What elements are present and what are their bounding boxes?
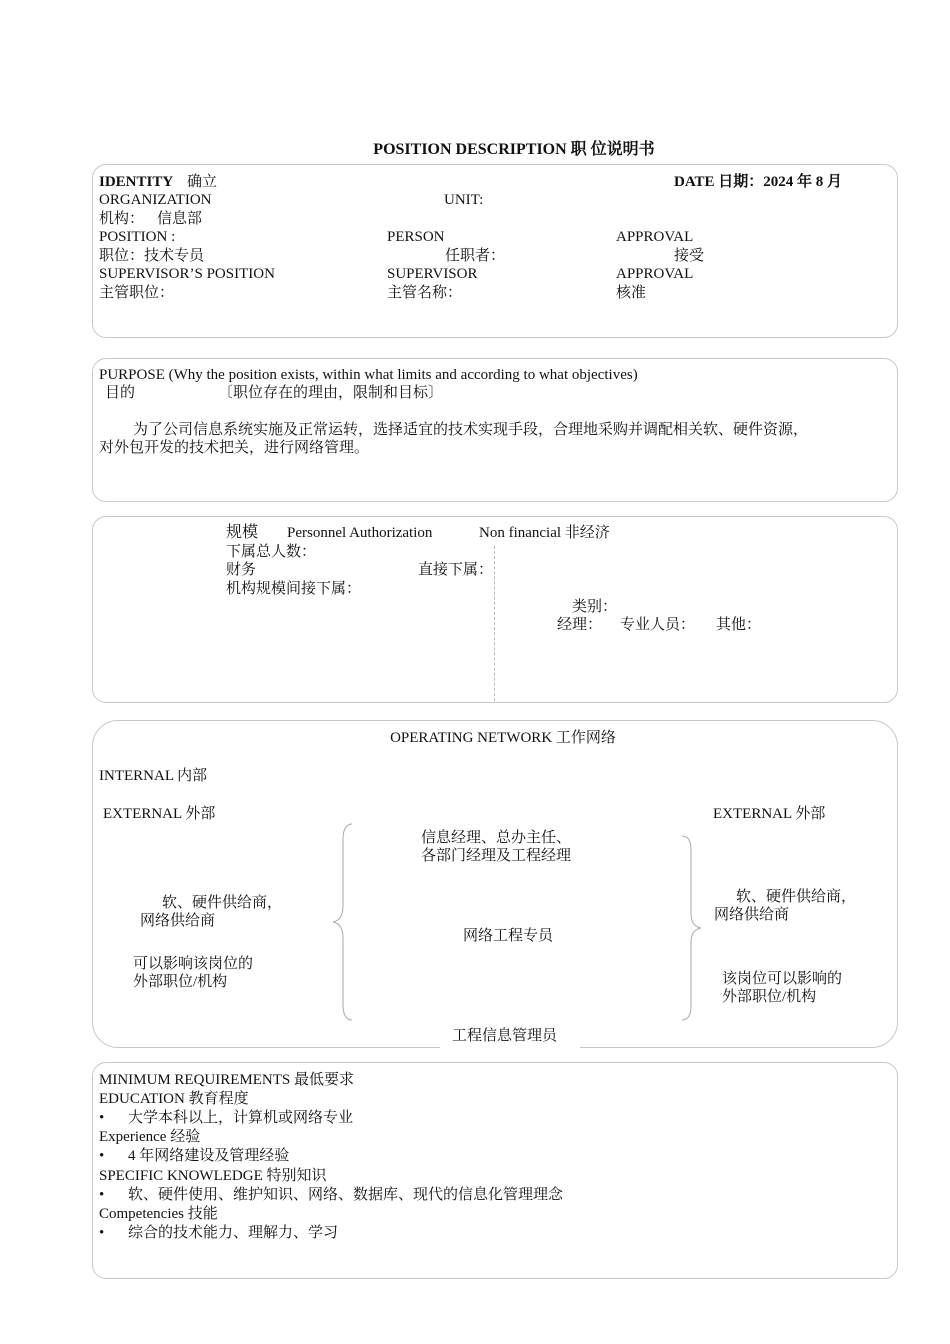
identity-cn-label: 确立	[187, 174, 218, 190]
personnel-authorization-label: Personnel Authorization	[287, 525, 433, 541]
experience-label: Experience 经验	[99, 1129, 201, 1145]
external-left-label: EXTERNAL 外部	[103, 806, 216, 822]
left-influence-line-1: 可以影响该岗位的	[133, 956, 254, 972]
left-brace-icon	[330, 822, 354, 1022]
network-heading: OPERATING NETWORK 工作网络	[390, 730, 616, 746]
bullet-icon: •	[99, 1148, 105, 1164]
identity-label: IDENTITY	[99, 174, 174, 190]
experience-item	[99, 1147, 289, 1165]
left-influence-line-2: 外部职位/机构	[133, 974, 228, 990]
right-influence-line-1: 该岗位可以影响的	[722, 971, 843, 987]
left-suppliers-line-1: 软、硬件供给商，	[162, 895, 283, 911]
position-label: POSITION :	[99, 229, 176, 245]
page-title: POSITION DESCRIPTION 职 位说明书	[373, 141, 655, 158]
education-item-text: 大学本科以上，计算机或网络专业	[128, 1110, 354, 1126]
right-influence-line-2: 外部职位/机构	[722, 989, 817, 1005]
competencies-item-text: 综合的技术能力、理解力、学习	[128, 1225, 339, 1241]
supervisor-position-cn-label: 主管职位：	[99, 285, 175, 301]
category-label: 类别：	[572, 599, 618, 615]
supervisor-name-cn-label: 主管名称：	[387, 285, 463, 301]
supervisor-approval-cn-label: 核准	[616, 285, 647, 301]
bullet-icon: •	[99, 1187, 105, 1203]
total-subordinates-label: 下属总人数：	[226, 544, 317, 560]
scale-divider	[494, 546, 495, 701]
competencies-item	[99, 1224, 338, 1242]
education-item	[99, 1109, 353, 1127]
internal-label: INTERNAL 内部	[99, 768, 208, 784]
purpose-cn-label: 目的	[105, 385, 136, 401]
manager-label: 经理：	[557, 617, 603, 633]
non-financial-label: Non financial 非经济	[479, 525, 610, 541]
position-value: 职位：技术专员	[99, 248, 205, 264]
network-center-role: 网络工程专员	[463, 928, 554, 944]
person-label: PERSON	[387, 229, 445, 245]
competencies-label: Competencies 技能	[99, 1206, 218, 1222]
organization-value: 信息部	[157, 211, 203, 227]
education-label: EDUCATION 教育程度	[99, 1091, 249, 1107]
right-suppliers-line-2: 网络供给商	[714, 907, 790, 923]
direct-subordinates-label: 直接下属：	[418, 562, 494, 578]
network-top-line-1: 信息经理、总办主任、	[421, 830, 572, 846]
supervisor-label: SUPERVISOR	[387, 266, 478, 282]
purpose-heading: PURPOSE (Why the position exists, within what limits and according to what objectives)	[99, 367, 638, 383]
purpose-body-line-1: 为了公司信息系统实施及正常运转，选择适宜的技术实现手段，合理地采购并调配相关软、硬件资源，	[133, 422, 809, 438]
bullet-icon: •	[99, 1225, 105, 1241]
professional-label: 专业人员：	[620, 617, 696, 633]
scale-section	[92, 516, 898, 703]
person-cn-label: 任职者：	[445, 248, 506, 264]
supervisor-approval-label: APPROVAL	[616, 266, 694, 282]
external-right-label: EXTERNAL 外部	[713, 806, 826, 822]
supervisor-position-label: SUPERVISOR’S POSITION	[99, 266, 275, 282]
network-top-line-2: 各部门经理及工程经理	[421, 848, 572, 864]
unit-label: UNIT:	[444, 192, 484, 208]
network-bottom-role: 工程信息管理员	[452, 1028, 558, 1044]
approval-cn-label: 接受	[674, 248, 705, 264]
other-label: 其他：	[716, 617, 762, 633]
date-field: DATE 日期：2024 年 8 月	[674, 174, 843, 190]
finance-label: 财务	[226, 562, 257, 578]
organization-label: ORGANIZATION	[99, 192, 212, 208]
approval-label: APPROVAL	[616, 229, 694, 245]
indirect-subordinates-label: 机构规模间接下属：	[226, 581, 362, 597]
bullet-icon: •	[99, 1110, 105, 1126]
knowledge-item-text: 软、硬件使用、维护知识、网络、数据库、现代的信息化管理理念	[128, 1187, 564, 1203]
purpose-body-line-2: 对外包开发的技术把关，进行网络管理。	[99, 440, 370, 456]
left-suppliers-line-2: 网络供给商	[140, 913, 216, 929]
purpose-cn-note: 〔职位存在的理由，限制和目标〕	[218, 385, 444, 401]
right-suppliers-line-1: 软、硬件供给商，	[736, 889, 857, 905]
scale-label: 规模	[226, 524, 259, 541]
experience-item-text: 4 年网络建设及管理经验	[128, 1148, 290, 1164]
organization-cn-label: 机构：	[99, 211, 145, 227]
knowledge-label: SPECIFIC KNOWLEDGE 特别知识	[99, 1168, 327, 1184]
knowledge-item	[99, 1186, 563, 1204]
right-brace-icon	[680, 834, 704, 1022]
requirements-heading: MINIMUM REQUIREMENTS 最低要求	[99, 1072, 355, 1088]
